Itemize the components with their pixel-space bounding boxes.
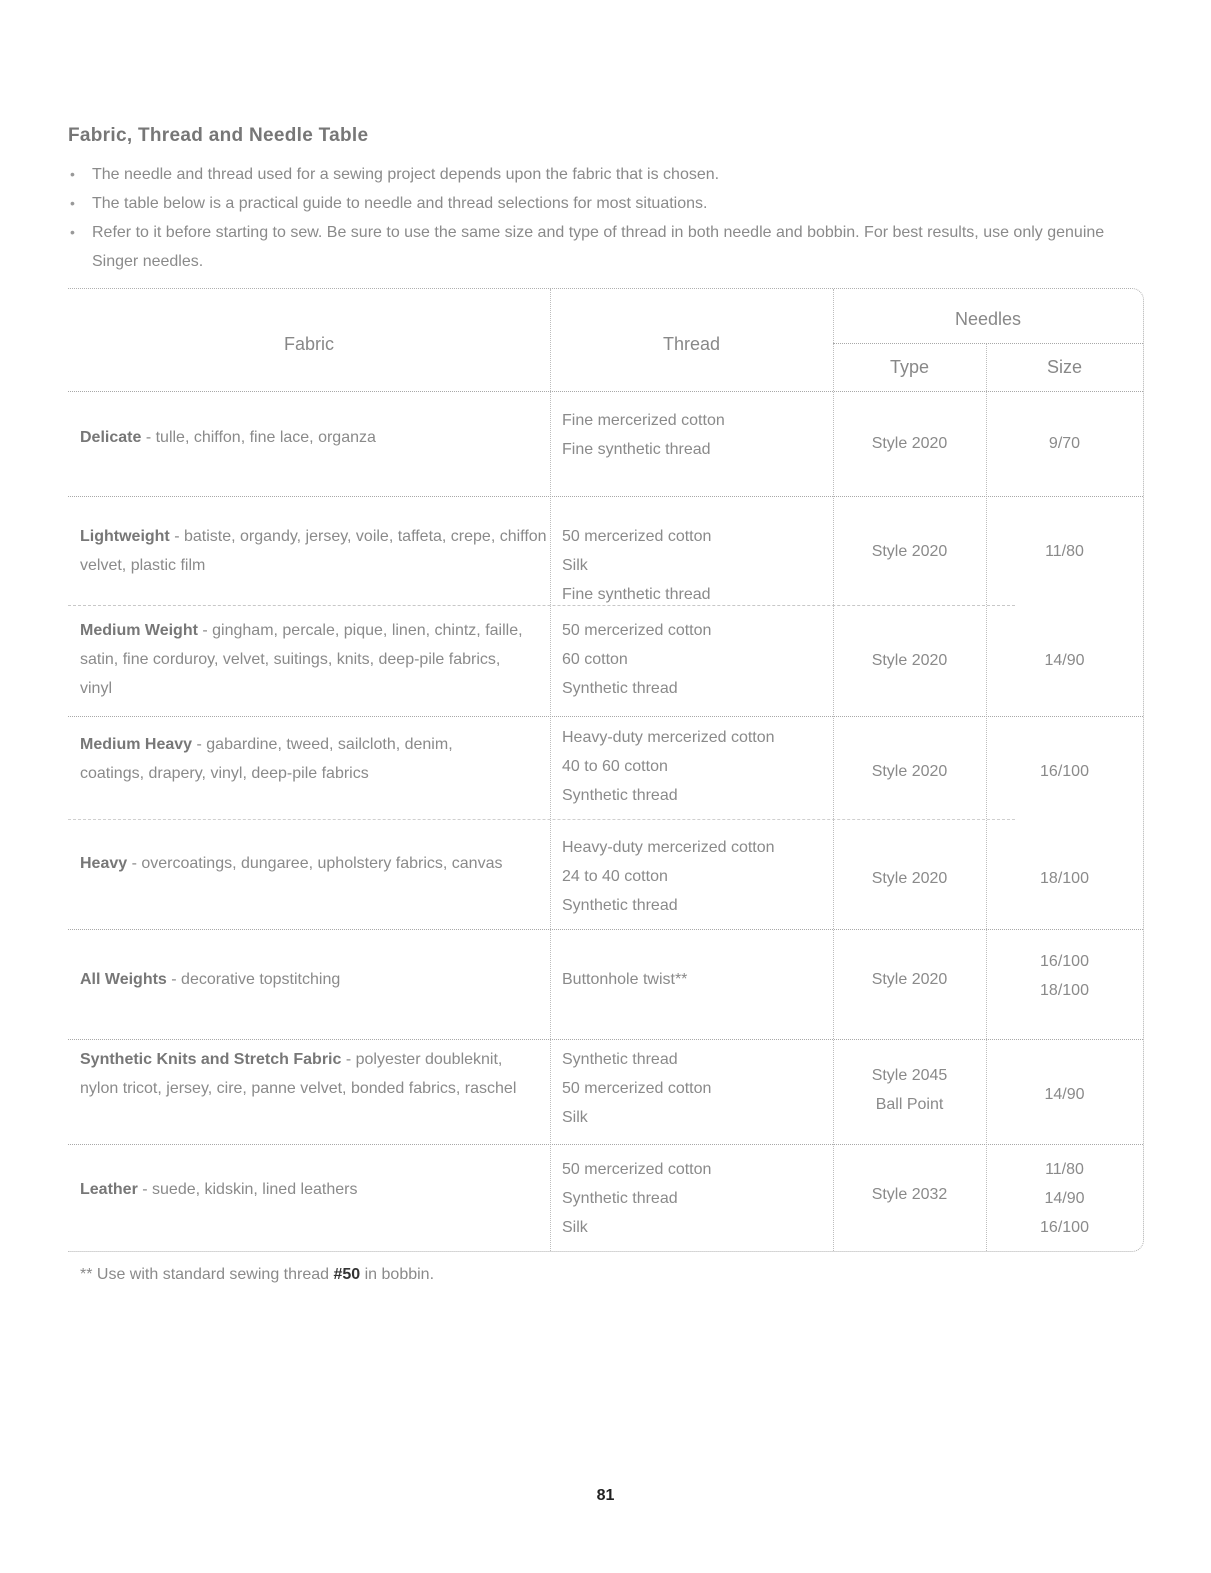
bullet-item bbox=[68, 218, 1148, 276]
fabric-description: - batiste, organdy, jersey, voile, taffeta, crepe, chiffon velvet, plastic film bbox=[80, 528, 547, 574]
fabric-name: Synthetic Knits and Stretch Fabric bbox=[80, 1051, 342, 1068]
thread-item: Heavy-duty mercerized cotton bbox=[562, 839, 775, 856]
thread-cell bbox=[562, 723, 775, 810]
thread-cell bbox=[562, 616, 711, 703]
needle-type-cell: Style 2032 bbox=[871, 1186, 948, 1203]
thread-item: Synthetic thread bbox=[562, 680, 678, 697]
column-divider bbox=[986, 344, 987, 1251]
thread-item: 60 cotton bbox=[562, 651, 628, 668]
row-divider bbox=[68, 819, 1015, 820]
thread-item: Buttonhole twist** bbox=[562, 971, 688, 988]
page-number: 81 bbox=[596, 1487, 615, 1504]
needle-type-cell: Style 2020 bbox=[871, 652, 948, 669]
column-divider bbox=[550, 289, 551, 1251]
thread-item: Synthetic thread bbox=[562, 897, 678, 914]
thread-item: 50 mercerized cotton bbox=[562, 622, 712, 639]
needle-type-cell: Style 2020 bbox=[871, 971, 948, 988]
thread-item: Silk bbox=[562, 557, 588, 574]
fabric-description: - gingham, percale, pique, linen, chintz, faille, satin, fine corduroy, velvet, suitings, knits, deep-pile fabrics, vinyl bbox=[80, 622, 523, 697]
needles-subheader-line bbox=[833, 343, 1143, 344]
fabric-description: - decorative topstitching bbox=[166, 971, 341, 988]
header-needles: Needles bbox=[954, 309, 1022, 329]
fabric-description: - tulle, chiffon, fine lace, organza bbox=[141, 429, 376, 446]
needle-size-cell: 18/100 bbox=[1040, 870, 1089, 887]
thread-item: Silk bbox=[562, 1219, 588, 1236]
fabric-cell bbox=[80, 849, 550, 878]
needle-type-cell: Style 2020 bbox=[871, 543, 948, 560]
fabric-name: Lightweight bbox=[80, 528, 170, 545]
thread-cell bbox=[562, 522, 711, 609]
thread-item: 50 mercerized cotton bbox=[562, 1161, 712, 1178]
fabric-description: - gabardine, tweed, sailcloth, denim, coatings, drapery, vinyl, deep-pile fabrics bbox=[80, 736, 453, 782]
thread-item: Synthetic thread bbox=[562, 787, 678, 804]
page-title: Fabric, Thread and Needle Table bbox=[68, 125, 369, 146]
bullet-item bbox=[68, 160, 1148, 189]
fabric-cell bbox=[80, 1181, 540, 1199]
needle-size-cell: 14/90 bbox=[1044, 1086, 1085, 1103]
bullet-text: The needle and thread used for a sewing project depends upon the fabric that is chosen. bbox=[92, 166, 720, 183]
row-divider bbox=[68, 496, 1143, 497]
thread-item: Silk bbox=[562, 1109, 588, 1126]
bullet-dot-icon: • bbox=[70, 224, 75, 240]
row-divider bbox=[68, 929, 1143, 930]
header-bottom-line bbox=[68, 391, 1143, 392]
fabric-name: Leather bbox=[80, 1181, 138, 1198]
fabric-cell bbox=[80, 522, 550, 580]
intro-bullets bbox=[68, 160, 1148, 276]
bullet-text: The table below is a practical guide to needle and thread selections for most situations. bbox=[92, 195, 708, 212]
thread-item: Fine synthetic thread bbox=[562, 441, 711, 458]
fabric-description: - polyester doubleknit, nylon tricot, jersey, cire, panne velvet, bonded fabrics, raschel bbox=[80, 1051, 517, 1097]
row-divider bbox=[68, 1144, 1143, 1145]
fabric-name: Medium Weight bbox=[80, 622, 198, 639]
thread-cell bbox=[562, 833, 775, 920]
thread-item: 24 to 40 cotton bbox=[562, 868, 668, 885]
fabric-name: All Weights bbox=[80, 971, 167, 988]
thread-cell bbox=[562, 965, 687, 994]
needle-type-cell: Style 2020 bbox=[871, 435, 948, 452]
thread-item: Synthetic thread bbox=[562, 1190, 678, 1207]
needle-size-cell bbox=[986, 1155, 1143, 1242]
size-item: 16/100 bbox=[1040, 953, 1089, 970]
needle-size-cell: 11/80 bbox=[1045, 543, 1084, 560]
row-divider bbox=[68, 716, 1143, 717]
footnote-thread-number: #50 bbox=[333, 1266, 361, 1283]
needle-type-cell: Style 2020 bbox=[871, 763, 948, 780]
header-fabric: Fabric bbox=[283, 334, 334, 354]
bullet-dot-icon: • bbox=[70, 166, 75, 182]
thread-item: Synthetic thread bbox=[562, 1051, 678, 1068]
footnote-text: ** Use with standard sewing thread bbox=[80, 1266, 334, 1283]
size-item: 11/80 bbox=[1045, 1161, 1084, 1178]
needle-type-cell: Style 2020 bbox=[871, 870, 948, 887]
footnote-text-end: in bobbin. bbox=[360, 1266, 435, 1283]
footnote bbox=[80, 1266, 434, 1284]
needle-size-cell bbox=[986, 947, 1143, 1005]
size-item: 16/100 bbox=[1040, 1219, 1089, 1236]
fabric-cell bbox=[80, 616, 530, 703]
fabric-name: Medium Heavy bbox=[80, 736, 193, 753]
needle-size-cell: 9/70 bbox=[1048, 435, 1081, 452]
thread-item: 50 mercerized cotton bbox=[562, 528, 712, 545]
header-size: Size bbox=[1046, 357, 1082, 377]
needle-size-cell: 14/90 bbox=[1044, 652, 1085, 669]
thread-item: 50 mercerized cotton bbox=[562, 1080, 712, 1097]
fabric-description: - suede, kidskin, lined leathers bbox=[137, 1181, 358, 1198]
needle-table bbox=[68, 288, 1144, 1252]
bullet-text: Refer to it before starting to sew. Be sure to use the same size and type of thread in both needle and bobbin. For best results, use only genuine Singer needles. bbox=[92, 224, 1105, 270]
fabric-name: Delicate bbox=[80, 429, 142, 446]
thread-cell bbox=[562, 1045, 711, 1132]
type-item: Style 2045 bbox=[871, 1067, 948, 1084]
fabric-cell bbox=[80, 971, 540, 989]
bullet-dot-icon: • bbox=[70, 195, 75, 211]
row-divider bbox=[68, 1039, 1143, 1040]
size-item: 18/100 bbox=[1040, 982, 1089, 999]
header-type: Type bbox=[889, 357, 930, 377]
thread-item: Fine mercerized cotton bbox=[562, 412, 725, 429]
size-item: 14/90 bbox=[1044, 1190, 1085, 1207]
fabric-cell bbox=[80, 1045, 530, 1103]
bullet-item bbox=[68, 189, 1148, 218]
header-thread: Thread bbox=[662, 334, 721, 354]
fabric-cell bbox=[80, 730, 520, 788]
fabric-description: - overcoatings, dungaree, upholstery fabrics, canvas bbox=[127, 855, 503, 872]
needle-type-cell bbox=[833, 1061, 986, 1119]
needle-size-cell: 16/100 bbox=[1040, 763, 1089, 780]
fabric-cell bbox=[80, 429, 540, 447]
thread-item: Heavy-duty mercerized cotton bbox=[562, 729, 775, 746]
thread-item: Fine synthetic thread bbox=[562, 586, 711, 603]
thread-cell bbox=[562, 1155, 711, 1242]
type-item: Ball Point bbox=[875, 1096, 944, 1113]
thread-item: 40 to 60 cotton bbox=[562, 758, 668, 775]
row-divider bbox=[68, 605, 1015, 606]
fabric-name: Heavy bbox=[80, 855, 128, 872]
thread-cell bbox=[562, 406, 725, 464]
